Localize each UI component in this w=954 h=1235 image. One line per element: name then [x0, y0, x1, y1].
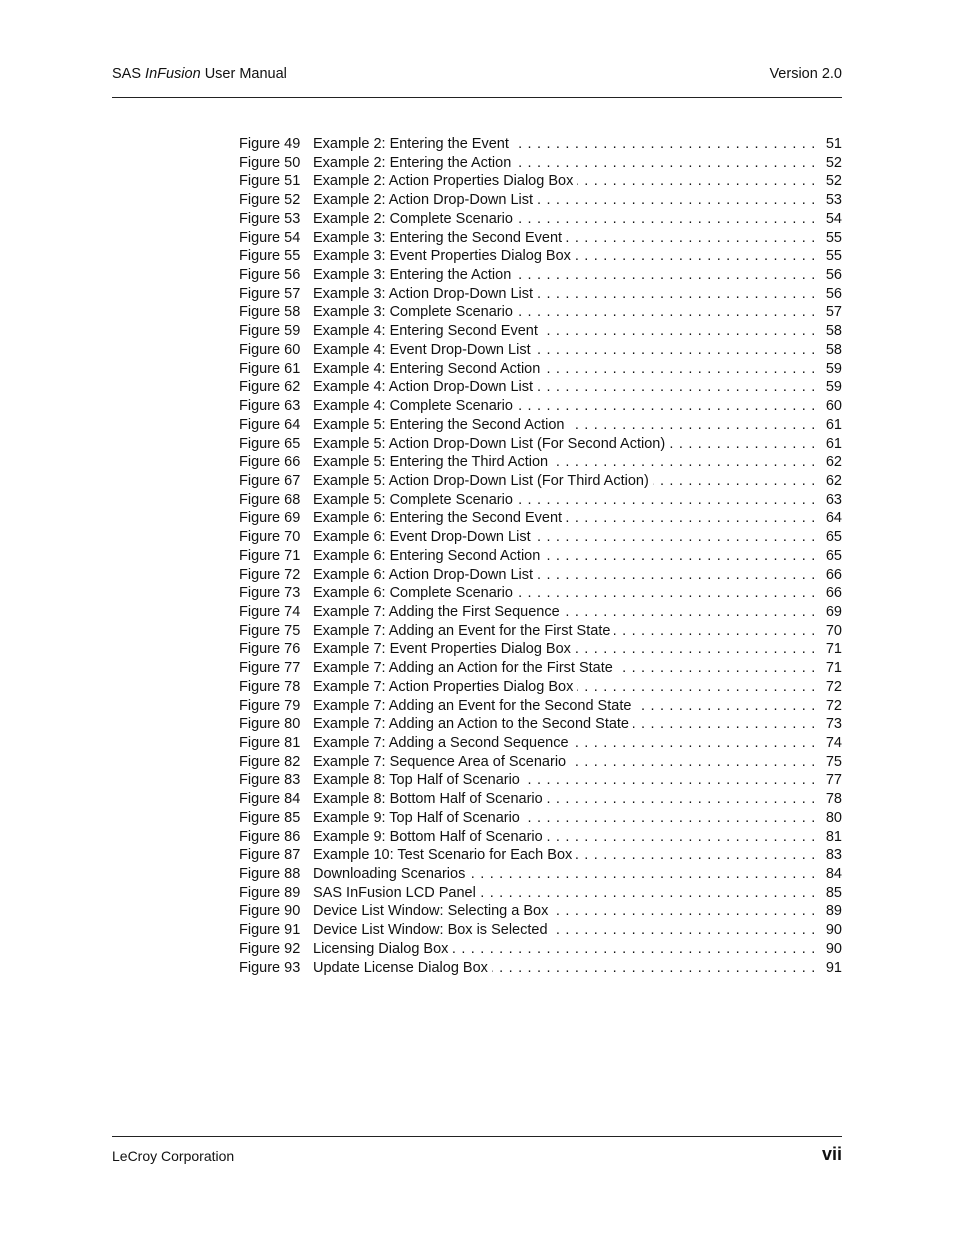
toc-page-number: 74	[825, 735, 842, 751]
toc-figure-number: Figure 89	[239, 884, 301, 901]
toc-figure-title: Example 7: Event Properties Dialog Box	[313, 641, 575, 657]
toc-figure-title: Example 6: Action Drop-Down List	[313, 567, 537, 583]
toc-entry[interactable]	[239, 172, 842, 191]
toc-leader	[313, 285, 816, 304]
toc-entry[interactable]	[239, 603, 842, 622]
toc-page-number: 55	[825, 248, 842, 265]
toc-leader	[313, 640, 816, 659]
toc-entry[interactable]	[239, 229, 842, 248]
toc-leader	[313, 584, 816, 603]
toc-figure-title: Example 3: Event Properties Dialog Box	[313, 248, 575, 264]
toc-leader	[313, 191, 816, 210]
toc-page-number: 63	[825, 491, 842, 508]
toc-figure-title: Example 2: Complete Scenario	[313, 211, 517, 227]
toc-page-number: 54	[825, 210, 842, 227]
toc-figure-title: Example 10: Test Scenario for Each Box	[313, 847, 576, 863]
toc-figure-title: Example 5: Entering the Second Action	[313, 417, 569, 433]
toc-figure-number: Figure 59	[239, 323, 301, 340]
toc-figure-title: Example 7: Action Properties Dialog Box	[313, 679, 577, 695]
toc-entry[interactable]	[239, 865, 842, 884]
toc-figure-number: Figure 49	[239, 136, 301, 152]
toc-entry[interactable]	[239, 491, 842, 510]
toc-figure-number: Figure 80	[239, 716, 301, 733]
toc-leader	[313, 378, 816, 397]
toc-leader	[313, 715, 816, 734]
toc-entry[interactable]	[239, 378, 842, 397]
toc-figure-number: Figure 50	[239, 154, 301, 171]
toc-page-number: 56	[825, 285, 842, 302]
toc-figure-title: Example 7: Adding an Action for the First State	[313, 660, 617, 676]
toc-leader	[313, 809, 816, 828]
toc-figure-title: Downloading Scenarios	[313, 866, 469, 882]
toc-page-number: 59	[825, 360, 842, 377]
toc-page-number: 64	[825, 510, 842, 527]
toc-entry[interactable]	[239, 771, 842, 790]
toc-page-number: 56	[825, 267, 842, 284]
toc-figure-title: Example 7: Adding an Event for the First State	[313, 623, 614, 639]
toc-figure-number: Figure 69	[239, 510, 301, 527]
toc-leader	[313, 865, 816, 884]
toc-leader	[313, 603, 816, 622]
toc-entry[interactable]	[239, 247, 842, 266]
toc-page-number: 61	[825, 435, 842, 452]
toc-entry[interactable]	[239, 566, 842, 585]
toc-page-number: 70	[825, 622, 842, 639]
toc-page-number: 66	[825, 585, 842, 602]
toc-entry[interactable]	[239, 397, 842, 416]
toc-leader	[313, 247, 816, 266]
toc-leader	[313, 135, 816, 154]
toc-figure-title: Device List Window: Box is Selected	[313, 922, 552, 938]
toc-leader	[313, 790, 816, 809]
toc-entry[interactable]	[239, 828, 842, 847]
toc-entry[interactable]	[239, 753, 842, 772]
toc-figure-title: Example 6: Event Drop-Down List	[313, 529, 535, 545]
toc-figure-number: Figure 78	[239, 678, 301, 695]
toc-figure-number: Figure 64	[239, 416, 301, 433]
toc-page-number: 81	[825, 828, 842, 845]
toc-page-number: 65	[825, 529, 842, 546]
version-label: Version 2.0	[769, 66, 842, 82]
toc-page-number: 72	[825, 678, 842, 695]
toc-page-number: 72	[825, 697, 842, 714]
toc-page-number: 77	[825, 772, 842, 789]
toc-figure-title: Example 4: Event Drop-Down List	[313, 342, 535, 358]
toc-entry[interactable]	[239, 135, 842, 154]
toc-entry[interactable]	[239, 191, 842, 210]
toc-figure-title: Example 2: Entering the Action	[313, 155, 515, 171]
toc-page-number: 58	[825, 341, 842, 358]
toc-page-number: 62	[825, 472, 842, 489]
page-header	[112, 66, 842, 86]
toc-figure-number: Figure 63	[239, 398, 301, 415]
toc-page-number: 91	[825, 959, 842, 976]
header-divider	[112, 97, 842, 98]
toc-figure-number: Figure 52	[239, 192, 301, 209]
toc-entry[interactable]	[239, 809, 842, 828]
toc-entry[interactable]	[239, 528, 842, 547]
toc-figure-number: Figure 74	[239, 603, 301, 620]
toc-entry[interactable]	[239, 360, 842, 379]
toc-figure-title: Example 3: Complete Scenario	[313, 304, 517, 320]
toc-page-number: 89	[825, 903, 842, 920]
toc-figure-title: Example 5: Complete Scenario	[313, 492, 517, 508]
toc-entry[interactable]	[239, 303, 842, 322]
toc-leader	[313, 921, 816, 940]
toc-page-number: 52	[825, 154, 842, 171]
toc-entry[interactable]	[239, 547, 842, 566]
toc-entry[interactable]	[239, 154, 842, 173]
toc-figure-title: Example 7: Adding an Action to the Second State	[313, 716, 633, 732]
toc-leader	[313, 266, 816, 285]
toc-leader	[313, 210, 816, 229]
toc-page-number: 59	[825, 379, 842, 396]
toc-page-number: 85	[825, 884, 842, 901]
toc-entry[interactable]	[239, 341, 842, 360]
toc-figure-number: Figure 84	[239, 791, 301, 808]
toc-entry[interactable]	[239, 902, 842, 921]
toc-page-number: 62	[825, 454, 842, 471]
toc-entry[interactable]	[239, 734, 842, 753]
toc-entry[interactable]	[239, 416, 842, 435]
toc-entry[interactable]	[239, 285, 842, 304]
toc-page-number: 90	[825, 940, 842, 957]
toc-leader	[313, 172, 816, 191]
toc-figure-number: Figure 68	[239, 491, 301, 508]
toc-figure-number: Figure 83	[239, 772, 301, 789]
toc-figure-title: Example 7: Sequence Area of Scenario	[313, 754, 570, 770]
toc-figure-number: Figure 92	[239, 940, 301, 957]
toc-leader	[313, 828, 816, 847]
toc-figure-title: Example 4: Entering Second Action	[313, 361, 544, 377]
toc-figure-number: Figure 75	[239, 622, 301, 639]
toc-figure-number: Figure 57	[239, 285, 301, 302]
toc-leader	[313, 509, 816, 528]
toc-entry[interactable]	[239, 266, 842, 285]
toc-page-number: 53	[825, 192, 842, 209]
toc-figure-number: Figure 58	[239, 304, 301, 321]
toc-page-number: 61	[825, 416, 842, 433]
toc-figure-number: Figure 76	[239, 641, 301, 658]
toc-leader	[313, 566, 816, 585]
toc-figure-title: Example 7: Adding the First Sequence	[313, 604, 564, 620]
toc-page-number: 71	[825, 641, 842, 658]
toc-leader	[313, 341, 816, 360]
toc-entry[interactable]	[239, 435, 842, 454]
footer-page-number: vii	[821, 1144, 842, 1164]
toc-leader	[313, 678, 816, 697]
toc-entry[interactable]	[239, 210, 842, 229]
toc-figure-title: Example 3: Action Drop-Down List	[313, 286, 537, 302]
toc-entry[interactable]	[239, 959, 842, 978]
toc-figure-title: Example 6: Entering the Second Event	[313, 510, 566, 526]
toc-leader	[313, 397, 816, 416]
toc-leader	[313, 435, 816, 454]
list-of-figures	[239, 135, 842, 977]
toc-leader	[313, 453, 816, 472]
toc-entry[interactable]	[239, 584, 842, 603]
manual-title: SAS InFusion User Manual	[112, 66, 287, 82]
toc-figure-title: Example 4: Complete Scenario	[313, 398, 517, 414]
toc-figure-number: Figure 56	[239, 267, 301, 284]
toc-page-number: 51	[825, 136, 842, 152]
toc-figure-title: Licensing Dialog Box	[313, 941, 452, 957]
toc-entry[interactable]	[239, 509, 842, 528]
toc-entry[interactable]	[239, 453, 842, 472]
toc-figure-title: Example 4: Action Drop-Down List	[313, 379, 537, 395]
toc-page-number: 57	[825, 304, 842, 321]
toc-figure-title: Example 5: Entering the Third Action	[313, 454, 552, 470]
toc-page-number: 69	[825, 603, 842, 620]
toc-entry[interactable]	[239, 659, 842, 678]
toc-entry[interactable]	[239, 940, 842, 959]
toc-figure-number: Figure 82	[239, 753, 301, 770]
toc-figure-number: Figure 55	[239, 248, 301, 265]
toc-figure-number: Figure 87	[239, 847, 301, 864]
toc-leader	[313, 360, 816, 379]
toc-leader	[313, 154, 816, 173]
toc-figure-number: Figure 53	[239, 210, 301, 227]
toc-leader	[313, 697, 816, 716]
toc-figure-title: Example 4: Entering Second Event	[313, 323, 542, 339]
toc-entry[interactable]	[239, 678, 842, 697]
toc-figure-number: Figure 67	[239, 472, 301, 489]
toc-entry[interactable]	[239, 322, 842, 341]
footer-divider	[112, 1136, 842, 1137]
toc-figure-number: Figure 54	[239, 229, 301, 246]
toc-page-number: 75	[825, 753, 842, 770]
toc-figure-title: Update License Dialog Box	[313, 960, 492, 976]
toc-page-number: 66	[825, 566, 842, 583]
toc-entry[interactable]	[239, 622, 842, 641]
toc-figure-number: Figure 93	[239, 959, 301, 976]
toc-figure-title: Device List Window: Selecting a Box	[313, 903, 552, 919]
toc-page-number: 58	[825, 323, 842, 340]
toc-entry[interactable]	[239, 921, 842, 940]
toc-figure-title: Example 8: Bottom Half of Scenario	[313, 791, 547, 807]
toc-leader	[313, 547, 816, 566]
toc-figure-number: Figure 90	[239, 903, 301, 920]
toc-figure-title: Example 9: Bottom Half of Scenario	[313, 829, 547, 845]
toc-entry[interactable]	[239, 846, 842, 865]
toc-entry[interactable]	[239, 472, 842, 491]
toc-figure-title: Example 6: Complete Scenario	[313, 585, 517, 601]
toc-page-number: 73	[825, 716, 842, 733]
toc-page-number: 90	[825, 922, 842, 939]
toc-figure-number: Figure 62	[239, 379, 301, 396]
toc-page-number: 65	[825, 547, 842, 564]
toc-leader	[313, 528, 816, 547]
toc-figure-number: Figure 73	[239, 585, 301, 602]
toc-figure-number: Figure 88	[239, 866, 301, 883]
toc-entry[interactable]	[239, 715, 842, 734]
toc-leader	[313, 322, 816, 341]
toc-leader	[313, 659, 816, 678]
toc-figure-title: Example 3: Entering the Action	[313, 267, 515, 283]
toc-leader	[313, 771, 816, 790]
toc-leader	[313, 303, 816, 322]
footer-company: LeCroy Corporation	[112, 1148, 235, 1164]
toc-figure-number: Figure 61	[239, 360, 301, 377]
toc-entry[interactable]	[239, 790, 842, 809]
toc-figure-number: Figure 70	[239, 529, 301, 546]
toc-leader	[313, 491, 816, 510]
toc-leader	[313, 734, 816, 753]
toc-page-number: 80	[825, 809, 842, 826]
toc-figure-number: Figure 85	[239, 809, 301, 826]
toc-figure-number: Figure 65	[239, 435, 301, 452]
toc-page-number: 52	[825, 173, 842, 190]
toc-leader	[313, 902, 816, 921]
toc-leader	[313, 472, 816, 491]
toc-figure-number: Figure 71	[239, 547, 301, 564]
toc-figure-title: Example 2: Action Properties Dialog Box	[313, 173, 577, 189]
toc-figure-number: Figure 77	[239, 660, 301, 677]
toc-figure-title: Example 7: Adding an Event for the Second State	[313, 698, 635, 714]
toc-page-number: 71	[825, 660, 842, 677]
toc-figure-title: SAS InFusion LCD Panel	[313, 885, 480, 901]
toc-figure-number: Figure 60	[239, 341, 301, 358]
toc-page-number: 55	[825, 229, 842, 246]
toc-entry[interactable]	[239, 697, 842, 716]
toc-figure-number: Figure 66	[239, 454, 301, 471]
toc-page-number: 60	[825, 398, 842, 415]
toc-leader	[313, 884, 816, 903]
toc-leader	[313, 940, 816, 959]
toc-figure-number: Figure 81	[239, 735, 301, 751]
toc-entry[interactable]	[239, 640, 842, 659]
toc-page-number: 83	[825, 847, 842, 864]
toc-leader	[313, 846, 816, 865]
toc-leader	[313, 229, 816, 248]
toc-figure-title: Example 5: Action Drop-Down List (For Third Action)	[313, 473, 653, 489]
toc-figure-title: Example 7: Adding a Second Sequence	[313, 735, 573, 751]
toc-figure-title: Example 2: Action Drop-Down List	[313, 192, 537, 208]
toc-entry[interactable]	[239, 884, 842, 903]
toc-figure-number: Figure 72	[239, 566, 301, 583]
toc-page-number: 84	[825, 866, 842, 883]
toc-figure-title: Example 3: Entering the Second Event	[313, 230, 566, 246]
toc-figure-number: Figure 86	[239, 828, 301, 845]
toc-figure-title: Example 5: Action Drop-Down List (For Second Action)	[313, 436, 669, 452]
toc-figure-title: Example 2: Entering the Event	[313, 136, 513, 152]
toc-figure-number: Figure 91	[239, 922, 301, 939]
toc-page-number: 78	[825, 791, 842, 808]
toc-leader	[313, 622, 816, 641]
toc-figure-number: Figure 51	[239, 173, 301, 190]
toc-leader	[313, 753, 816, 772]
toc-leader	[313, 959, 816, 978]
toc-leader	[313, 416, 816, 435]
toc-figure-title: Example 8: Top Half of Scenario	[313, 772, 524, 788]
toc-figure-title: Example 6: Entering Second Action	[313, 548, 544, 564]
toc-figure-number: Figure 79	[239, 697, 301, 714]
toc-figure-title: Example 9: Top Half of Scenario	[313, 810, 524, 826]
